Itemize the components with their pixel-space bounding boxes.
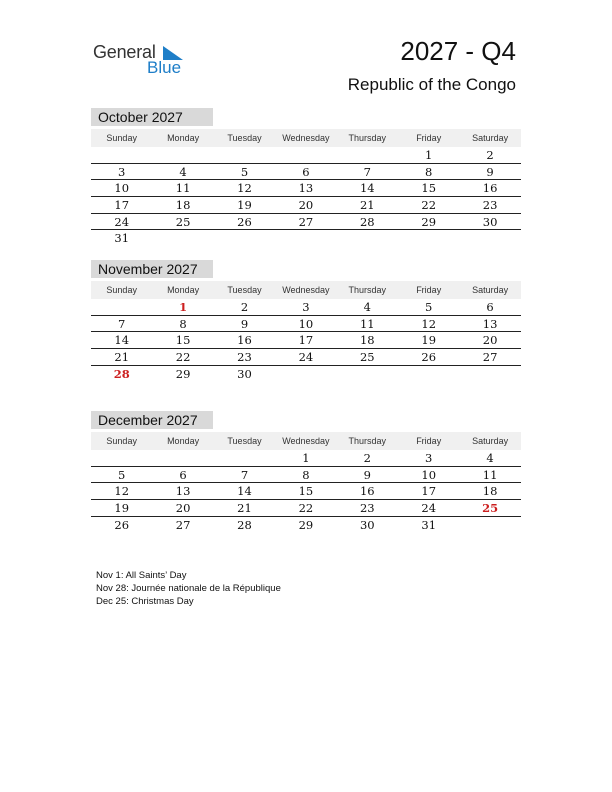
weekday-sunday: Sunday	[106, 285, 137, 295]
country-name: Republic of the Congo	[347, 75, 516, 94]
weekday-header	[91, 129, 521, 147]
day-cell: 1	[425, 148, 433, 162]
weekday-thursday: Thursday	[348, 133, 387, 143]
weekday-friday: Friday	[416, 285, 442, 295]
weekday-friday: Friday	[416, 133, 442, 143]
holiday-day-cell: 25	[482, 501, 499, 516]
day-cell: 30	[359, 517, 375, 532]
weekday-header	[91, 281, 521, 299]
page-title: 2027 - Q4	[400, 36, 516, 66]
weekday-header	[91, 432, 521, 450]
week-row	[91, 467, 521, 484]
day-cell: 3	[118, 164, 126, 179]
week-row	[91, 450, 521, 467]
day-cell: 26	[237, 214, 252, 229]
day-cell: 29	[175, 366, 191, 381]
day-cell: 1	[302, 451, 310, 465]
logo-text-general: General	[93, 42, 156, 62]
day-cell: 29	[298, 517, 314, 532]
day-cell: 30	[482, 214, 498, 229]
week-row	[91, 483, 521, 500]
day-cell: 20	[298, 198, 314, 213]
day-cell: 19	[421, 333, 437, 348]
holiday-item: Dec 25: Christmas Day	[96, 596, 194, 608]
weekday-wednesday: Wednesday	[282, 285, 330, 295]
weekday-saturday: Saturday	[472, 285, 509, 295]
day-cell: 24	[298, 350, 314, 365]
day-cell: 8	[425, 164, 433, 179]
day-cell: 23	[482, 198, 498, 213]
weekday-friday: Friday	[416, 436, 442, 446]
day-cell: 2	[363, 451, 371, 465]
day-cell: 23	[359, 501, 375, 516]
day-cell: 21	[359, 198, 375, 213]
day-cell: 26	[421, 350, 437, 365]
day-cell: 3	[302, 300, 310, 314]
day-cell: 28	[237, 517, 252, 532]
day-cell: 3	[425, 451, 433, 465]
day-cell: 9	[363, 467, 371, 482]
day-cell: 28	[359, 214, 375, 229]
weekday-wednesday: Wednesday	[282, 133, 330, 143]
week-row	[91, 332, 521, 349]
day-cell: 20	[175, 501, 191, 516]
day-cell: 10	[298, 316, 314, 331]
day-cell: 5	[240, 164, 249, 179]
day-cell: 15	[421, 181, 437, 196]
week-row	[91, 164, 521, 181]
month-title: December 2027	[91, 411, 213, 429]
day-cell: 10	[114, 181, 130, 196]
day-cell: 6	[486, 300, 494, 314]
day-cell: 9	[486, 164, 494, 179]
day-cell: 9	[240, 316, 249, 331]
week-row	[91, 500, 521, 517]
holiday-day-cell: 28	[113, 366, 130, 381]
day-cell: 26	[114, 517, 130, 532]
week-row	[91, 147, 521, 164]
day-cell: 25	[359, 350, 375, 365]
holiday-item: Nov 1: All Saints’ Day	[96, 570, 187, 581]
day-cell: 31	[114, 231, 130, 246]
weekday-monday: Monday	[167, 285, 200, 295]
weekday-saturday: Saturday	[472, 133, 509, 143]
day-cell: 5	[425, 300, 433, 314]
week-row	[91, 299, 521, 316]
month-november	[91, 260, 521, 382]
holiday-day-cell: 1	[179, 300, 188, 314]
holiday-item: Nov 28: Journée nationale de la République	[96, 583, 281, 595]
day-cell: 29	[421, 214, 437, 229]
day-cell: 16	[359, 484, 375, 499]
day-cell: 2	[486, 148, 494, 162]
day-cell: 17	[298, 333, 314, 348]
day-cell: 14	[237, 484, 252, 499]
weekday-thursday: Thursday	[348, 285, 387, 295]
month-october	[91, 108, 521, 247]
holiday-list	[96, 569, 281, 609]
day-cell: 23	[237, 350, 252, 365]
day-cell: 19	[237, 198, 252, 213]
day-cell: 14	[114, 333, 130, 348]
day-cell: 22	[175, 350, 191, 365]
week-row	[91, 366, 521, 383]
month-december	[91, 411, 521, 533]
day-cell: 2	[240, 300, 249, 314]
weekday-tuesday: Tuesday	[227, 436, 262, 446]
month-title: October 2027	[91, 108, 213, 126]
day-cell: 27	[298, 214, 314, 229]
day-cell: 15	[298, 484, 314, 499]
day-cell: 13	[298, 181, 314, 196]
weekday-saturday: Saturday	[472, 436, 509, 446]
day-cell: 17	[114, 198, 130, 213]
day-cell: 18	[175, 198, 191, 213]
week-row	[91, 214, 521, 231]
day-cell: 12	[237, 181, 252, 196]
day-cell: 17	[421, 484, 437, 499]
week-row	[91, 180, 521, 197]
day-cell: 31	[421, 517, 437, 532]
week-row	[91, 517, 521, 534]
weekday-sunday: Sunday	[106, 436, 137, 446]
day-cell: 6	[302, 164, 310, 179]
weekday-tuesday: Tuesday	[227, 285, 262, 295]
day-cell: 24	[114, 214, 130, 229]
day-cell: 18	[482, 484, 498, 499]
day-cell: 27	[482, 350, 498, 365]
day-cell: 11	[175, 181, 191, 196]
day-cell: 12	[421, 316, 437, 331]
day-cell: 30	[237, 366, 252, 381]
day-cell: 8	[302, 467, 310, 482]
weekday-thursday: Thursday	[348, 436, 387, 446]
weekday-sunday: Sunday	[106, 133, 137, 143]
logo	[93, 40, 193, 80]
weekday-monday: Monday	[167, 436, 200, 446]
day-cell: 25	[175, 214, 191, 229]
week-row	[91, 349, 521, 366]
day-cell: 5	[118, 467, 126, 482]
day-cell: 7	[363, 164, 371, 179]
day-cell: 16	[482, 181, 498, 196]
weekday-monday: Monday	[167, 133, 200, 143]
day-cell: 4	[486, 451, 494, 465]
day-cell: 4	[179, 164, 187, 179]
day-cell: 22	[421, 198, 437, 213]
weeks-container	[91, 450, 521, 533]
weeks-container	[91, 147, 521, 247]
week-row	[91, 230, 521, 247]
day-cell: 18	[359, 333, 375, 348]
day-cell: 7	[118, 316, 126, 331]
day-cell: 19	[114, 501, 130, 516]
weekday-wednesday: Wednesday	[282, 436, 330, 446]
day-cell: 11	[482, 467, 498, 482]
month-title: November 2027	[91, 260, 213, 278]
day-cell: 4	[363, 300, 371, 314]
day-cell: 8	[179, 316, 187, 331]
day-cell: 21	[114, 350, 130, 365]
day-cell: 14	[359, 181, 375, 196]
logo-text-blue: Blue	[147, 58, 182, 77]
day-cell: 13	[175, 484, 191, 499]
weekday-tuesday: Tuesday	[227, 133, 262, 143]
day-cell: 27	[175, 517, 191, 532]
day-cell: 22	[298, 501, 314, 516]
day-cell: 13	[482, 316, 498, 331]
day-cell: 15	[175, 333, 191, 348]
day-cell: 24	[421, 501, 437, 516]
day-cell: 20	[482, 333, 498, 348]
day-cell: 7	[240, 467, 249, 482]
day-cell: 16	[237, 333, 252, 348]
day-cell: 21	[237, 501, 252, 516]
day-cell: 11	[359, 316, 375, 331]
day-cell: 10	[421, 467, 437, 482]
day-cell: 12	[114, 484, 130, 499]
weeks-container	[91, 299, 521, 382]
week-row	[91, 197, 521, 214]
day-cell: 6	[179, 467, 187, 482]
week-row	[91, 316, 521, 333]
